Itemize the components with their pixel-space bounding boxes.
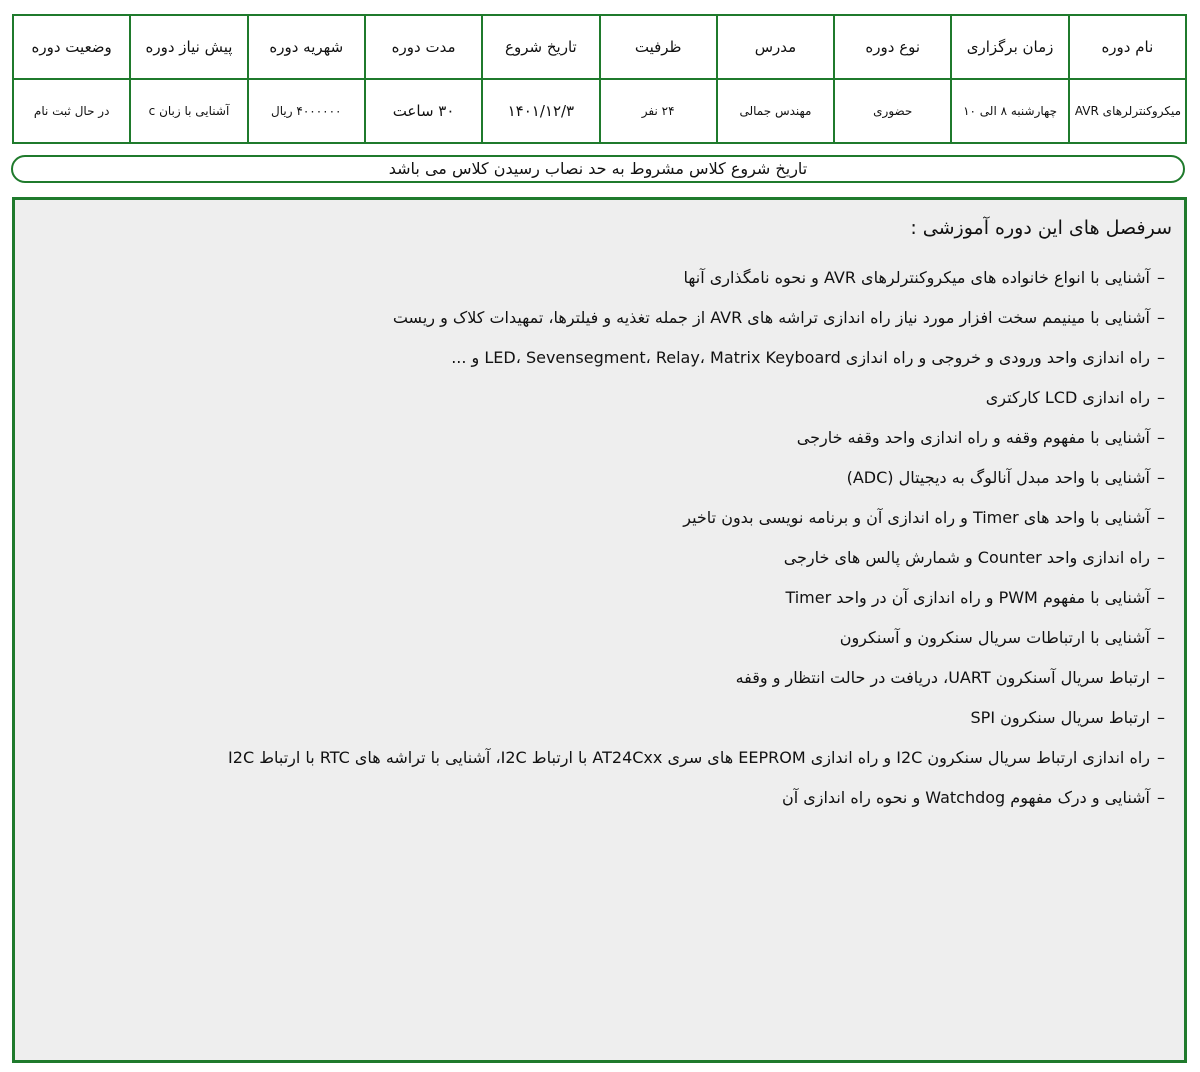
syllabus-topic-text: راه اندازی واحد Counter و شمارش پالس های خارجی [783,548,1150,567]
syllabus-topic-item [32,504,1172,544]
value-start-date: ۱۴۰۱/۱۲/۳ [482,79,599,143]
syllabus-topic-text: آشنایی با واحد مبدل آنالوگ به دیجیتال (ADC) [846,468,1150,487]
syllabus-topic-text: راه اندازی واحد ورودی و خروجی و راه اندازی LED، Sevensegment، Relay، Matrix Keyboard و ... [451,348,1150,367]
syllabus-topic-text: آشنایی با مفهوم وقفه و راه اندازی واحد وقفه خارجی [796,428,1150,447]
bullet-dash-icon: – [1157,548,1165,567]
syllabus-topic-item [32,784,1172,824]
header-capacity: ظرفیت [600,15,717,79]
syllabus-title: سرفصل های این دوره آموزشی : [910,217,1172,239]
header-tuition: شهریه دوره [248,15,365,79]
bullet-dash-icon: – [1157,428,1165,447]
syllabus-topic-item [32,664,1172,704]
syllabus-topic-item [32,424,1172,464]
bullet-dash-icon: – [1157,348,1165,367]
syllabus-topic-text: راه اندازی LCD کارکتری [985,388,1150,407]
value-schedule: چهارشنبه ۸ الی ۱۰ [951,79,1068,143]
syllabus-topic-text: آشنایی با انواع خانواده های میکروکنترلرهای AVR و نحوه نامگذاری آنها [683,268,1150,287]
header-duration: مدت دوره [365,15,482,79]
syllabus-topic-item [32,584,1172,624]
header-course-name: نام دوره [1069,15,1186,79]
syllabus-topic-text: آشنایی و درک مفهوم Watchdog و نحوه راه اندازی آن [781,788,1150,807]
syllabus-topic-item [32,304,1172,344]
syllabus-panel [12,197,1187,1063]
syllabus-topic-text: ارتباط سریال آسنکرون UART، دریافت در حالت انتظار و وقفه [735,668,1150,687]
value-course-type: حضوری [834,79,951,143]
value-capacity: ۲۴ نفر [600,79,717,143]
value-instructor: مهندس جمالی [717,79,834,143]
value-prerequisite: آشنایی با زبان c [130,79,247,143]
syllabus-topic-text: آشنایی با ارتباطات سریال سنکرون و آسنکرون [839,628,1150,647]
bullet-dash-icon: – [1157,308,1165,327]
value-tuition: ۴۰۰۰۰۰۰ ریال [248,79,365,143]
course-info-table [12,14,1187,144]
value-duration: ۳۰ ساعت [365,79,482,143]
header-start-date: تاریخ شروع [482,15,599,79]
value-course-name: میکروکنترلرهای AVR [1069,79,1186,143]
bullet-dash-icon: – [1157,268,1165,287]
syllabus-topic-item [32,344,1172,384]
syllabus-topic-text: آشنایی با مینیمم سخت افزار مورد نیاز راه اندازی تراشه های AVR از جمله تغذیه و فیلترها، تمهیدات کلاک و ریست [392,308,1150,327]
syllabus-topic-item [32,704,1172,744]
syllabus-topic-text: راه اندازی ارتباط سریال سنکرون I2C و راه اندازی EEPROM های سری AT24Cxx با ارتباط I2C، آشنایی با تراشه های RTC با ارتباط I2C [228,748,1150,767]
bullet-dash-icon: – [1157,468,1165,487]
syllabus-topic-item [32,744,1172,784]
bullet-dash-icon: – [1157,748,1165,767]
syllabus-topic-text: آشنایی با مفهوم PWM و راه اندازی آن در واحد Timer [785,588,1150,607]
header-status: وضعیت دوره [13,15,130,79]
bullet-dash-icon: – [1157,588,1165,607]
table-value-row [13,79,1186,143]
syllabus-topic-item [32,264,1172,304]
header-prerequisite: پیش نیاز دوره [130,15,247,79]
bullet-dash-icon: – [1157,708,1165,727]
bullet-dash-icon: – [1157,788,1165,807]
syllabus-topic-item [32,464,1172,504]
syllabus-topic-item [32,384,1172,424]
bullet-dash-icon: – [1157,628,1165,647]
table-header-row [13,15,1186,79]
syllabus-topic-item [32,544,1172,584]
start-date-notice: تاریخ شروع کلاس مشروط به حد نصاب رسیدن کلاس می باشد [11,155,1185,183]
header-course-type: نوع دوره [834,15,951,79]
value-status: در حال ثبت نام [13,79,130,143]
bullet-dash-icon: – [1157,668,1165,687]
syllabus-topic-text: ارتباط سریال سنکرون SPI [970,708,1150,727]
header-instructor: مدرس [717,15,834,79]
syllabus-topic-text: آشنایی با واحد های Timer و راه اندازی آن و برنامه نویسی بدون تاخیر [683,508,1150,527]
syllabus-topic-list [32,264,1172,824]
bullet-dash-icon: – [1157,388,1165,407]
header-schedule: زمان برگزاری [951,15,1068,79]
syllabus-topic-item [32,624,1172,664]
bullet-dash-icon: – [1157,508,1165,527]
